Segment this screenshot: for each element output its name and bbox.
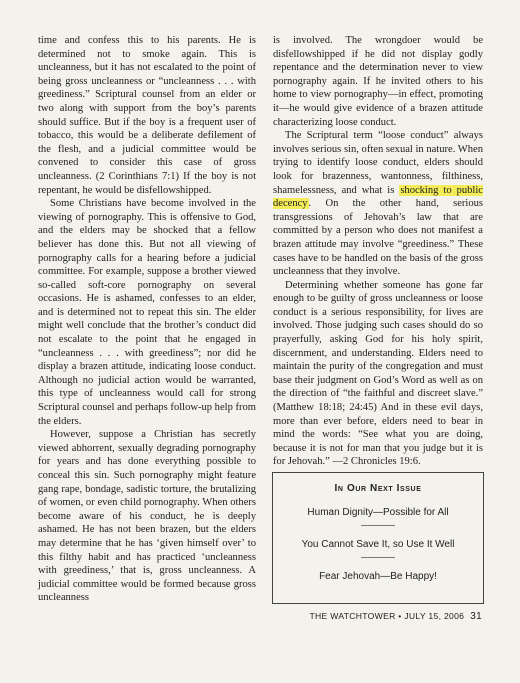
page-number: 31 bbox=[470, 611, 482, 622]
paragraph: Determining whether someone has gone far enough to be guilty of gross uncleanness or loose conduct is a serious responsibility, for lives are involved. Those judging such cases should do so prayerfully, asking God for his holy spirit, discernment, and understanding. Elders need to maintain the purity of the congregation and must base their judgment on God’s Word as well as on the direction of “the faithful and discreet slave.” (Matthew 18:18; 24:45) And in these evil days, more than ever before, elders need to bear in mind the words: “See what you are doing, because it is not for man that you judge but it is for Jehovah.” —2 Chronicles 19:6. bbox=[273, 279, 483, 468]
divider bbox=[361, 525, 395, 526]
paragraph: Some Christians have become involved in the viewing of pornography. This is offensive to God, and the elders may be shocked that a fellow believer has done this. But not all viewing of pornography calls for a hearing before a judicial committee. For example, suppose a brother viewed so-called soft-core pornography on several occasions. He is ashamed, confesses to an elder, and is determined not to repeat this sin. The elder might well conclude that the brother’s conduct did not escalate to the point that he engaged in “uncleanness . . . with greediness”; nor did he display a brazen attitude, indicating loose conduct. Although no judicial action would be warranted, this type of uncleanness would call for strong Scriptural counsel and perhaps follow-up help from the elders. bbox=[38, 198, 256, 427]
next-issue-item: You Cannot Save It, so Use It Well bbox=[301, 539, 455, 550]
next-issue-item: Human Dignity—Possible for All bbox=[307, 507, 449, 518]
divider bbox=[361, 557, 395, 558]
text-run: The Scriptural term “loose conduct” always involves serious sin, often sexual in nature. When trying to identify loose conduct, elders should look for brazenness, wantonness, filthiness, shamelessness, and what is bbox=[273, 130, 483, 196]
next-issue-box bbox=[272, 472, 484, 604]
paragraph: time and confess this to his parents. He is determined not to smoke again. This is uncleanness, but it has not escalated to the point of being gross uncleanness or “uncleanness . . . with greediness.” Scriptural counsel from an elder or two along with support from the boy’s parents should suffice. But if the boy is a frequent user of tobacco, this would be a deliberate defilement of the flesh, and a judicial committee would be convened to consider this case of gross uncleanness. (2 Corinthians 7:1) If the boy is not repentant, he would be disfellowshipped. bbox=[38, 35, 256, 196]
footer-text: THE WATCHTOWER • JULY 15, 2006 bbox=[309, 611, 465, 621]
next-issue-title: In Our Next Issue bbox=[334, 483, 422, 494]
text-run: . On the other hand, serious transgressions of Jehovah’s law that are committed by a person who does not manifest a brazen attitude may involve “greediness.” These cases have to be handled on the basis of the gross uncleanness that they involve. bbox=[273, 198, 483, 278]
paragraph: However, suppose a Christian has secretly viewed abhorrent, sexually degrading pornography for years and has done everything possible to conceal this sin. Such pornography might feature gang rape, bondage, sadistic torture, the brutalizing of women, or even child pornography. When others become aware of his conduct, he is deeply ashamed. He has not been brazen, but the elders may determine that he has ‘given himself over’ to this filthy habit and has practiced ‘uncleanness with greediness,’ that is, gross uncleanness. A judicial committee would be formed because gross uncleanness bbox=[38, 429, 256, 604]
next-issue-item: Fear Jehovah—Be Happy! bbox=[319, 571, 437, 582]
page-footer bbox=[292, 611, 482, 622]
highlighted-phrase: shocking to public decency bbox=[273, 184, 483, 210]
right-column bbox=[273, 34, 483, 469]
paragraph-loose-conduct bbox=[273, 129, 483, 279]
left-column bbox=[38, 34, 256, 605]
paragraph: is involved. The wrongdoer would be disfellowshipped if he did not display godly repentance and the determination never to view pornography again. If he invited others to his home to view pornography—in effect, promoting it—he would give evidence of a brazen attitude characterizing loose conduct. bbox=[273, 35, 483, 128]
